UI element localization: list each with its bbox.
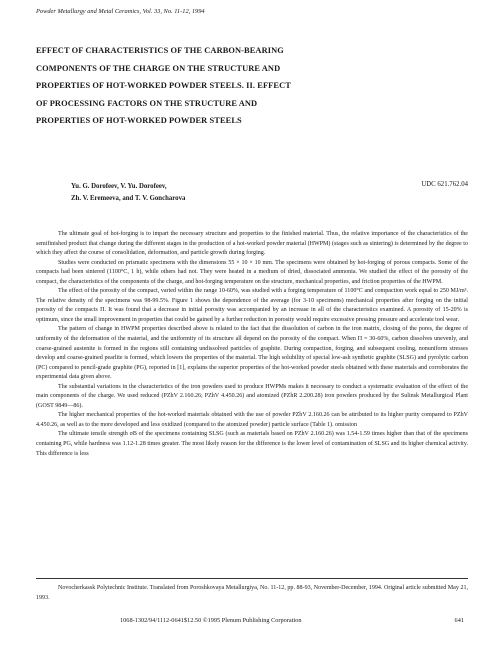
- body-paragraph: The ultimate tensile strength σB of the specimens containing SLSG (such as materials based on PZhV 2.160.26) was 1.54-1.59 times higher than that of the specimens containing PG, while hardness was 1.12-1.28 times greater. The most likely reason for the difference is the lower level of contamination of SLSG and its higher chemical activity. This difference is less: [36, 431, 468, 457]
- author-line: Yu. G. Dorofeev, V. Yu. Dorofeev,: [71, 183, 167, 190]
- affiliation-footnote: Novocherkassk Polytechnic Institute. Translated from Poroshkovaya Metallurgiya, No. 11-12, pp. 88-93, November-December, 1994. Original article submitted May 21, 1993.: [36, 585, 468, 601]
- body-paragraph: The ultimate goal of hot-forging is to impart the necessary structure and properties to the finished material. Thus, the relative importance of the characteristics of the semifinished product that change during the different stages in the production of a hot-worked powder material (HWPM) (stages such as sintering) is determined by the degree to which they affect the course of consolidation, deformation, and particle growth during forging.: [36, 231, 468, 257]
- copyright-line: 1068-1302/94/1112-0641$12.50 ©1995 Plenum Publishing Corporation: [120, 617, 302, 624]
- body-paragraph: The substantial variations in the characteristics of the iron powders used to produce HWPMs makes it necessary to conduct a systematic evaluation of the effect of the main components of the charge. We used reduced (PZhV 2.160.26; PZhV 4.450.26) and atomized (PZhR 2.200.28) iron powders produced by the Sulinsk Metallurgical Plant (GOST 9849—86).: [36, 383, 468, 409]
- body-paragraph: The effect of the porosity of the compact, varied within the range 10-60%, was studied with a forging temperature of 1100°C and compaction work equal to 250 MJ/m³. The relative density of the specimens was 98-99.5%. Figure 1 shows the dependence of the average (for 3-10 specimens) mechanical properties after forging on the initial porosity of the compacts Π. It was found that a decrease in initial porosity was accompanied by an increase in all of the characteristics examined. A porosity of 15-20% is optimum, since the small improvement in properties that could be gained by a further reduction in porosity would require excessive pressing pressure and accelerate tool wear.: [36, 288, 468, 323]
- udc-code: UDC 621.762.04: [421, 181, 468, 188]
- article-body: [36, 230, 468, 459]
- author-line: Zh. V. Eremeeva, and T. V. Goncharova: [71, 194, 186, 202]
- page-number: 641: [454, 617, 464, 624]
- title-line: COMPONENTS OF THE CHARGE ON THE STRUCTURE AND: [36, 63, 281, 73]
- journal-header: Powder Metallurgy and Metal Ceramics, Vol. 33, No. 11-12, 1994: [36, 8, 205, 15]
- article-title: [36, 42, 476, 130]
- title-line: OF PROCESSING FACTORS ON THE STRUCTURE AND: [36, 98, 258, 108]
- footnote-divider: [36, 578, 468, 579]
- body-paragraph: The pattern of change in HWPM properties described above is related to the fact that the dissolution of carbon in the iron matrix, closing of the pores, the degree of uniformity of the deformation of the material, and the uniformity of its structure all depend on the porosity of the compact. When Π = 30-60%, carbon dissolves unevenly, and coarse-grained austenite is formed in the regions still containing undissolved particles of graphite. During compaction, forging, and subsequent cooling, nonuniform stresses develop and coarse-grained pearlite is formed, which lowers the properties of the material. The high solubility of special low-ash synthetic graphite (SLSG) and pyrolytic carbon (PC) compared to pencil-grade graphite (PG), reported in [1], explains the superior properties of the hot-worked powder steels obtained with these materials and corroborates the experimental data given above.: [36, 326, 468, 381]
- title-line: PROPERTIES OF HOT-WORKED POWDER STEELS. II. EFFECT: [36, 81, 291, 90]
- title-line: PROPERTIES OF HOT-WORKED POWDER STEELS: [36, 116, 242, 125]
- title-line: EFFECT OF CHARACTERISTICS OF THE CARBON-BEARING: [36, 46, 284, 55]
- author-list: [71, 181, 185, 204]
- body-paragraph: The higher mechanical properties of the hot-worked materials obtained with the use of powder PZhV 2.160.26 can be attributed to its higher purity compared to PZhV 4.450.26, as well as to the more developed and less oxidized (compared to the atomized powder) particle surface (Table 1). omission: [36, 412, 468, 428]
- body-paragraph: Studies were conducted on prismatic specimens with the dimensions 55 × 10 × 10 mm. The specimens were obtained by hot-forging of porous compacts. Some of the compacts had been sintered (1100°C, 1 h), while others had not. They were heated in a medium of dried, dissociated ammonia. We studied the effect of the porosity of the compact, the characteristics of the components of the charge, and hot-forging temperature on the structure, mechanical properties, and friction properties of the HWPM.: [36, 259, 468, 285]
